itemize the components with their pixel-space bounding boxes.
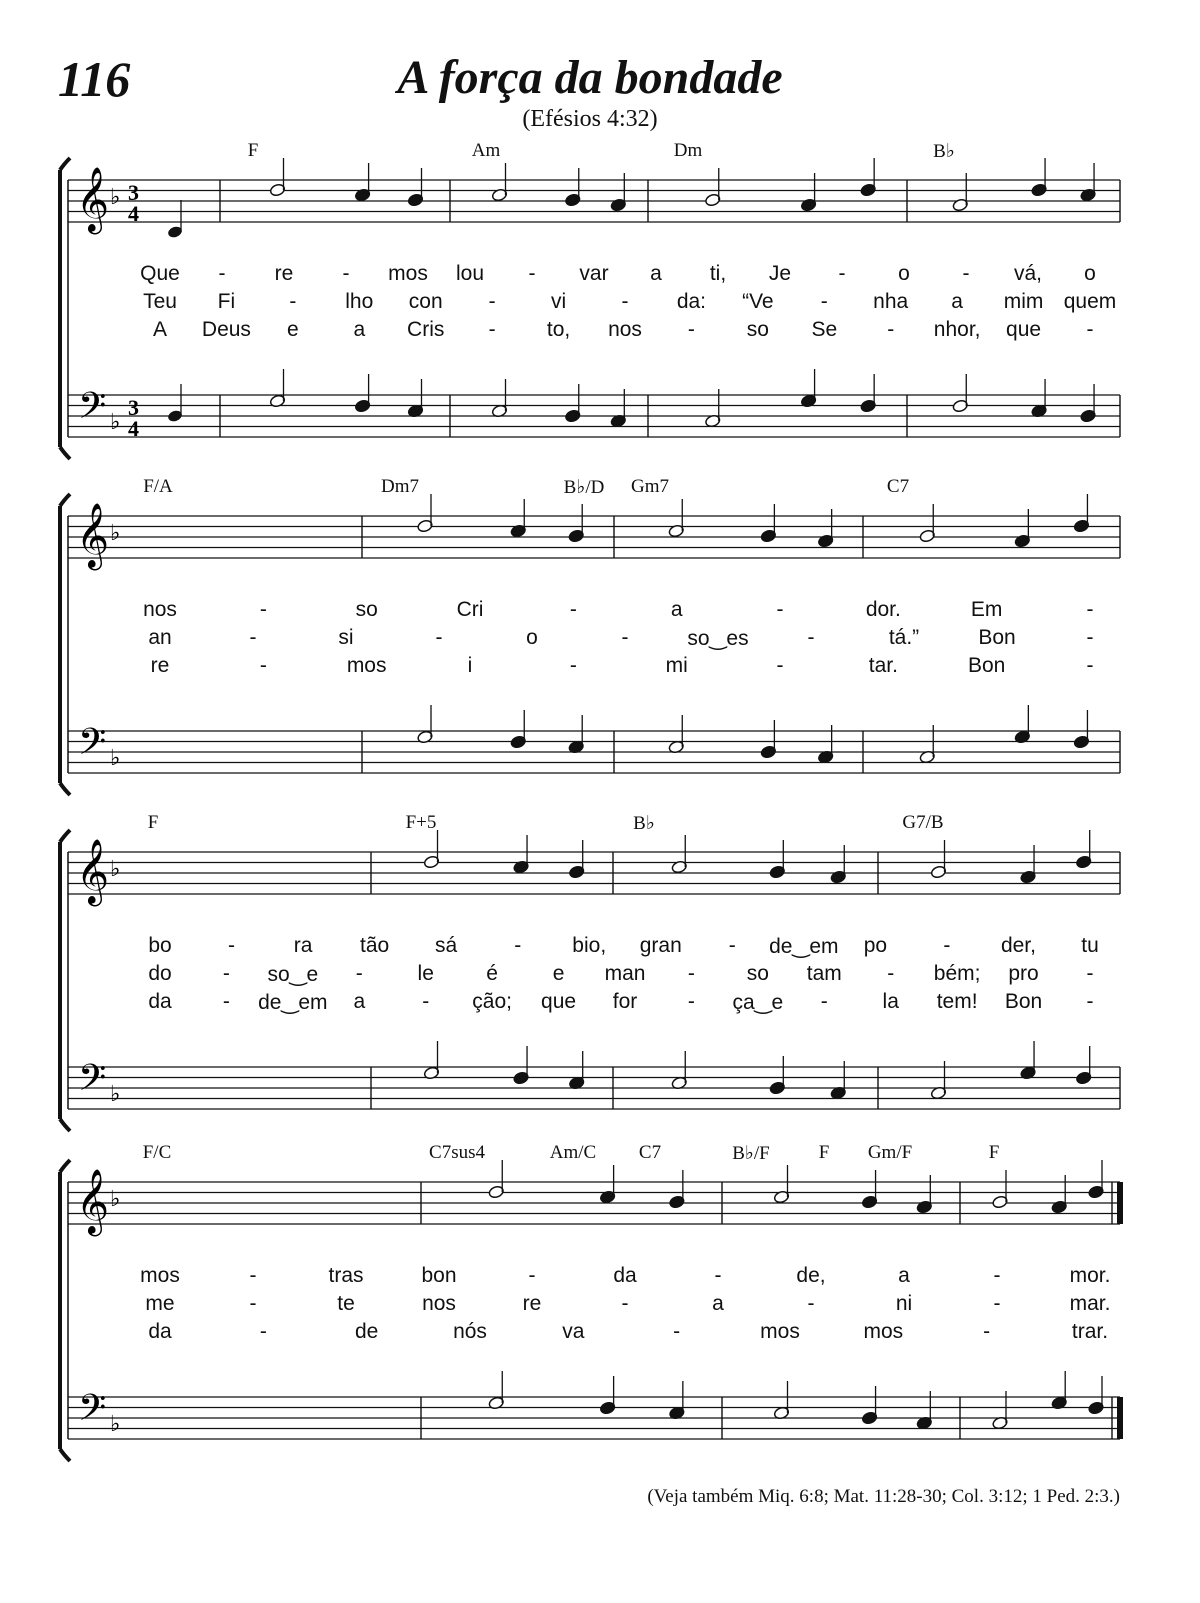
lyric-syllable: re: [274, 262, 294, 285]
lyric-syllable: -: [687, 962, 695, 985]
lyric-syllable: mos: [388, 262, 428, 285]
lyric-syllable: mar.: [1069, 1292, 1111, 1315]
lyric-syllable: Bon: [967, 654, 1006, 677]
lyric-syllable: sá: [435, 934, 458, 957]
treble-staff: [68, 1182, 1120, 1224]
lyric-syllable: i: [467, 654, 473, 677]
flat-icon: ♭: [110, 1412, 121, 1437]
lyric-syllable: Se: [811, 318, 838, 341]
flat-icon: ♭: [110, 857, 121, 882]
lyric-syllable: -: [993, 1292, 1001, 1315]
chord-symbol: F+5: [405, 812, 437, 833]
lyric-syllable: -: [943, 934, 951, 957]
lyric-syllable: e: [552, 962, 565, 985]
lyric-syllable: dor.: [865, 598, 901, 621]
lyric-syllable: te: [337, 1292, 355, 1315]
lyric-syllable: -: [488, 318, 496, 341]
lyric-syllable: lho: [345, 290, 374, 313]
lyric-syllable: a: [951, 290, 963, 313]
lyric-syllable: a: [353, 990, 366, 1013]
lyric-syllable: do: [148, 962, 172, 985]
flat-icon: ♭: [110, 410, 121, 435]
lyric-syllable: tu: [1081, 934, 1099, 957]
flat-icon: ♭: [110, 521, 121, 546]
music-system: [50, 1142, 1130, 1462]
treble-staff: [68, 516, 1120, 558]
lyric-syllable: da: [148, 1320, 172, 1343]
lyric-syllable: -: [887, 318, 895, 341]
lyric-syllable: Bon: [978, 626, 1016, 649]
chord-symbol: C7sus4: [429, 1142, 485, 1163]
lyric-syllable: va: [562, 1320, 585, 1343]
chord-symbol: B♭/D: [563, 477, 605, 498]
chord-symbol: F: [147, 812, 159, 833]
lyric-syllable: gran: [639, 934, 682, 957]
lyric-syllable: con: [408, 290, 443, 313]
chord-symbol: Gm7: [631, 476, 669, 497]
lyric-syllable: bém;: [933, 962, 981, 985]
lyric-syllable: “Ve: [742, 290, 774, 313]
lyrics-verse-3: [50, 318, 1130, 346]
lyric-syllable: -: [687, 990, 695, 1013]
lyric-syllable: Cri: [456, 598, 484, 621]
lyric-syllable: a: [353, 318, 366, 341]
lyric-syllable: -: [1086, 654, 1094, 677]
lyric-syllable: Teu: [143, 290, 177, 313]
lyric-syllable: o: [898, 262, 910, 285]
lyrics-verse-3: [50, 990, 1130, 1018]
lyric-syllable: -: [621, 626, 629, 649]
bass-clef-icon: 𝄢: [78, 1057, 107, 1108]
lyric-syllable: -: [1086, 990, 1094, 1013]
lyric-syllable: Bon: [1004, 990, 1043, 1013]
lyrics-verse-2: [50, 290, 1130, 318]
lyric-syllable: mor.: [1069, 1264, 1111, 1287]
lyric-syllable: tam: [806, 962, 842, 985]
chord-symbol: B♭/F: [732, 1143, 770, 1164]
lyric-syllable: Em: [970, 598, 1003, 621]
lyric-syllable: -: [488, 290, 496, 313]
lyric-syllable: to,: [546, 318, 571, 341]
flat-icon: ♭: [110, 746, 121, 771]
lyric-syllable: mos: [140, 1264, 180, 1287]
lyric-syllable: da:: [676, 290, 707, 313]
bass-staff: [68, 731, 1120, 773]
chord-symbol: F/A: [143, 476, 173, 497]
lyric-syllable: de,: [796, 1264, 826, 1287]
lyric-syllable: -: [259, 654, 267, 677]
chord-symbol: Dm: [673, 140, 703, 161]
lyric-syllable: so: [355, 598, 378, 621]
lyrics-verse-2: [50, 962, 1130, 990]
lyric-syllable: tá.”: [888, 626, 920, 649]
lyric-syllable: ni: [895, 1292, 913, 1315]
lyric-syllable: re: [522, 1292, 542, 1315]
lyric-syllable: -: [249, 1264, 257, 1287]
lyric-syllable: so‿e: [267, 963, 319, 986]
lyric-syllable: an: [148, 626, 172, 649]
lyric-syllable: -: [820, 990, 828, 1013]
lyric-syllable: -: [728, 934, 736, 957]
lyrics-verse-1: [50, 262, 1130, 290]
lyric-syllable: ça‿e: [732, 991, 784, 1014]
lyric-syllable: -: [218, 262, 226, 285]
lyric-syllable: de‿em: [769, 935, 839, 958]
lyric-syllable: -: [776, 654, 784, 677]
lyric-syllable: -: [993, 1264, 1001, 1287]
chord-symbol: F: [247, 140, 259, 161]
lyric-syllable: -: [1086, 598, 1094, 621]
lyric-syllable: e: [287, 318, 299, 341]
music-system: [50, 812, 1130, 1132]
lyric-syllable: so: [746, 318, 769, 341]
lyric-syllable: nós: [453, 1320, 487, 1343]
lyric-syllable: mim: [1003, 290, 1044, 313]
lyric-syllable: tem!: [936, 990, 978, 1013]
flat-icon: ♭: [110, 1187, 121, 1212]
lyric-syllable: pro: [1008, 962, 1039, 985]
lyric-syllable: mos: [346, 654, 387, 677]
lyric-syllable: ra: [293, 934, 313, 957]
lyric-syllable: trar.: [1071, 1320, 1109, 1343]
lyric-syllable: var: [579, 262, 609, 285]
chord-symbol: F/C: [142, 1142, 172, 1163]
chord-symbol: Dm7: [381, 476, 419, 497]
lyric-syllable: -: [222, 962, 230, 985]
lyric-syllable: re: [150, 654, 170, 677]
lyric-syllable: -: [228, 934, 236, 957]
lyric-syllable: bio,: [572, 934, 607, 957]
lyric-syllable: -: [514, 934, 522, 957]
lyrics-verse-3: [50, 654, 1130, 682]
bass-clef-icon: 𝄢: [78, 721, 107, 772]
lyric-syllable: -: [528, 1264, 536, 1287]
flat-icon: ♭: [110, 1082, 121, 1107]
lyric-syllable: -: [1086, 962, 1094, 985]
lyric-syllable: tão: [360, 934, 390, 957]
lyric-syllable: si: [338, 626, 354, 649]
chord-symbol: C7: [886, 476, 910, 497]
lyric-syllable: que: [1006, 318, 1042, 341]
hymn-title: A força da bondade: [397, 51, 783, 104]
hymn-number: 116: [58, 51, 131, 107]
lyric-syllable: -: [887, 962, 895, 985]
lyric-syllable: -: [1086, 626, 1094, 649]
chord-symbol: C7: [638, 1142, 662, 1163]
lyric-syllable: -: [259, 598, 267, 621]
lyric-syllable: -: [355, 962, 363, 985]
see-also-references: (Veja também Miq. 6:8; Mat. 11:28-30; Col. 3:12; 1 Ped. 2:3.): [647, 1486, 1120, 1507]
lyric-syllable: bon: [421, 1264, 457, 1287]
music-system: [50, 476, 1130, 796]
treble-clef-icon: 𝄞: [76, 839, 110, 904]
bass-clef-icon: 𝄢: [78, 1387, 107, 1438]
lyric-syllable: vá,: [1013, 262, 1043, 285]
lyrics-verse-2: [50, 626, 1130, 654]
lyric-syllable: da: [148, 990, 172, 1013]
lyric-syllable: de‿em: [258, 991, 328, 1014]
lyric-syllable: nos: [422, 1292, 456, 1315]
treble-clef-icon: 𝄞: [76, 167, 110, 232]
chord-symbol: F: [988, 1142, 1000, 1163]
time-signature-numerator: 3: [128, 180, 139, 205]
treble-staff: [68, 852, 1120, 894]
lyric-syllable: a: [898, 1264, 910, 1287]
lyric-syllable: so‿es: [687, 627, 749, 650]
lyrics-verse-3: [50, 1320, 1130, 1348]
lyric-syllable: a: [670, 598, 683, 621]
lyric-syllable: -: [569, 654, 577, 677]
chord-symbol: B♭: [633, 813, 655, 834]
lyric-syllable: o: [526, 626, 538, 649]
lyrics-verse-1: [50, 934, 1130, 962]
lyric-syllable: -: [714, 1264, 722, 1287]
lyric-syllable: -: [249, 1292, 257, 1315]
lyric-syllable: po: [863, 934, 888, 957]
lyric-syllable: -: [962, 262, 970, 285]
lyric-syllable: -: [983, 1320, 991, 1343]
lyric-syllable: le: [417, 962, 434, 985]
lyric-syllable: -: [621, 290, 629, 313]
lyric-syllable: da: [613, 1264, 637, 1287]
bass-staff: [68, 1067, 1120, 1109]
lyric-syllable: -: [222, 990, 230, 1013]
lyric-syllable: quem: [1063, 290, 1117, 313]
lyric-syllable: vi: [550, 290, 567, 313]
lyric-syllable: der,: [1000, 934, 1036, 957]
lyric-syllable: Fi: [217, 290, 236, 313]
lyric-syllable: -: [807, 1292, 815, 1315]
lyric-syllable: man: [604, 962, 646, 985]
lyric-syllable: -: [435, 626, 443, 649]
lyric-syllable: -: [673, 1320, 681, 1343]
chord-symbol: Am: [471, 140, 501, 161]
chord-symbol: Gm/F: [867, 1142, 913, 1163]
lyric-syllable: -: [569, 598, 577, 621]
lyric-syllable: nos: [143, 598, 177, 621]
lyrics-verse-2: [50, 1292, 1130, 1320]
chord-symbol: F: [818, 1142, 830, 1163]
lyric-syllable: -: [820, 290, 828, 313]
scripture-reference: (Efésios 4:32): [522, 106, 658, 132]
lyric-syllable: nos: [608, 318, 642, 341]
lyric-syllable: o: [1084, 262, 1096, 285]
treble-clef-icon: 𝄞: [76, 1169, 110, 1234]
lyric-syllable: -: [838, 262, 846, 285]
lyric-syllable: ti,: [709, 262, 727, 285]
lyric-syllable: ção;: [472, 990, 512, 1013]
lyric-syllable: que: [541, 990, 577, 1013]
lyric-syllable: -: [807, 626, 815, 649]
lyric-syllable: -: [249, 626, 257, 649]
lyrics-verse-1: [50, 1264, 1130, 1292]
lyric-syllable: -: [776, 598, 784, 621]
lyric-syllable: tras: [328, 1264, 364, 1287]
lyrics-verse-1: [50, 598, 1130, 626]
lyric-syllable: -: [528, 262, 536, 285]
lyric-syllable: de: [354, 1320, 379, 1343]
lyric-syllable: nhor,: [933, 318, 981, 341]
lyric-syllable: -: [422, 990, 430, 1013]
treble-clef-icon: 𝄞: [76, 503, 110, 568]
lyric-syllable: so: [746, 962, 769, 985]
lyric-syllable: tar.: [868, 654, 898, 677]
bass-clef-icon: 𝄢: [78, 385, 107, 436]
music-system: [50, 140, 1130, 460]
lyric-syllable: é: [486, 962, 498, 985]
lyric-syllable: bo: [148, 934, 172, 957]
lyric-syllable: Je: [768, 262, 792, 285]
flat-icon: ♭: [110, 185, 121, 210]
lyric-syllable: -: [289, 290, 297, 313]
chord-symbol: B♭: [933, 141, 955, 162]
time-signature-denominator: 4: [128, 416, 139, 441]
lyric-syllable: -: [1086, 318, 1094, 341]
lyric-syllable: mos: [760, 1320, 800, 1343]
chord-symbol: Am/C: [549, 1142, 597, 1163]
lyric-syllable: A: [152, 318, 168, 341]
lyric-syllable: lou: [455, 262, 485, 285]
lyric-syllable: a: [650, 262, 662, 285]
lyric-syllable: me: [145, 1292, 175, 1315]
lyric-syllable: Que: [140, 262, 180, 285]
lyric-syllable: a: [712, 1292, 724, 1315]
bass-staff: [68, 1397, 1120, 1439]
chord-symbol: G7/B: [902, 812, 944, 833]
lyric-syllable: nha: [873, 290, 909, 313]
lyric-syllable: -: [259, 1320, 267, 1343]
lyric-syllable: -: [621, 1292, 629, 1315]
lyric-syllable: for: [612, 990, 638, 1013]
time-signature-numerator: 3: [128, 395, 139, 420]
time-signature-denominator: 4: [128, 201, 139, 226]
lyric-syllable: Cris: [407, 318, 445, 341]
lyric-syllable: la: [882, 990, 899, 1013]
lyric-syllable: mi: [665, 654, 688, 677]
lyric-syllable: -: [342, 262, 350, 285]
lyric-syllable: mos: [863, 1320, 904, 1343]
lyric-syllable: -: [687, 318, 695, 341]
lyric-syllable: Deus: [201, 318, 251, 341]
